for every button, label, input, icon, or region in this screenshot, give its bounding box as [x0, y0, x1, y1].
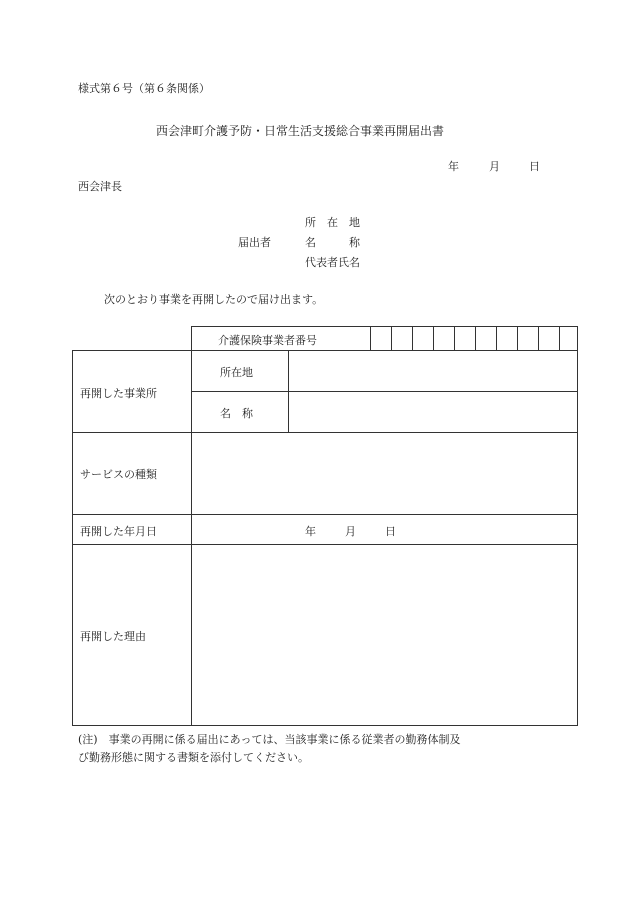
insurer-number-digit[interactable]: [455, 327, 475, 350]
reopen-date-year: 年: [305, 525, 316, 538]
reopen-date-day: 日: [385, 525, 396, 538]
document-title: 西会津町介護予防・日常生活支援総合事業再開届出書: [156, 124, 445, 138]
reopen-reason-label: 再開した理由: [80, 630, 146, 643]
reopen-date-label: 再開した年月日: [80, 525, 157, 538]
note-line-2: び勤務形態に関する書類を添付してください。: [78, 751, 309, 764]
reopen-date-month: 月: [345, 525, 356, 538]
insurer-number-digit[interactable]: [518, 327, 538, 350]
notifier-address-label: 所 在 地: [305, 216, 360, 229]
addressee: 西会津長: [78, 180, 122, 193]
notifier-name-label: 名 称: [305, 236, 360, 249]
office-address-field[interactable]: [289, 351, 576, 391]
insurer-number-digit[interactable]: [476, 327, 496, 350]
date-month: 月: [489, 160, 500, 173]
note-line-1: (注) 事業の再開に係る届出にあっては、当該事業に係る従業者の勤務体制及: [78, 733, 461, 746]
insurer-number-digit[interactable]: [413, 327, 433, 350]
insurer-number-label: 介護保険事業者番号: [218, 334, 317, 347]
office-name-field[interactable]: [289, 392, 576, 432]
service-type-label: サービスの種類: [80, 468, 157, 481]
date-year: 年: [448, 160, 459, 173]
office-name-label: 名 称: [220, 407, 253, 420]
service-type-field[interactable]: [192, 433, 576, 514]
form-number: 様式第６号（第６条関係）: [78, 82, 210, 95]
intro-text: 次のとおり事業を再開したので届け出ます。: [104, 293, 324, 306]
insurer-number-digit[interactable]: [539, 327, 559, 350]
insurer-number-digit[interactable]: [371, 327, 391, 350]
reopen-reason-field[interactable]: [192, 545, 576, 725]
insurer-number-digit[interactable]: [392, 327, 412, 350]
insurer-number-digit[interactable]: [560, 327, 577, 350]
notifier-label: 届出者: [238, 236, 271, 249]
office-address-label: 所在地: [220, 366, 253, 379]
insurer-number-digit[interactable]: [434, 327, 454, 350]
office-label: 再開した事業所: [80, 387, 157, 400]
notifier-rep-label: 代表者氏名: [305, 256, 360, 269]
insurer-number-digit[interactable]: [497, 327, 517, 350]
date-day: 日: [529, 160, 540, 173]
